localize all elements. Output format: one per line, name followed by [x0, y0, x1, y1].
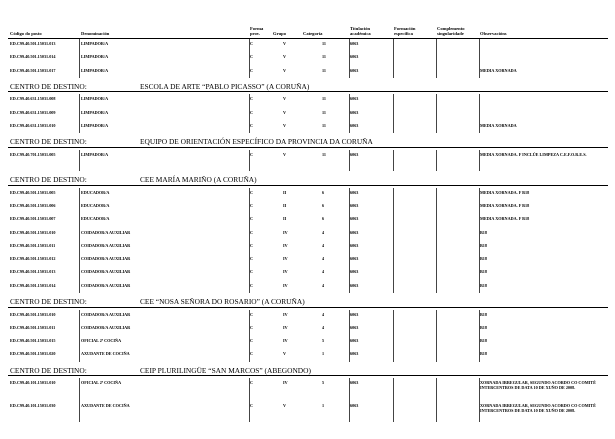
cell-denominacion: EDUCADOR/A	[81, 216, 110, 222]
column-rule	[436, 39, 437, 78]
cell-denominacion: COIDADOR/A AUXILIAR	[81, 282, 131, 288]
cell-observacions: B18	[480, 242, 487, 248]
table-row	[0, 41, 615, 49]
cell-titulacion: 6063	[350, 324, 359, 330]
table-row	[0, 68, 615, 76]
cell-titulacion: 6063	[350, 67, 359, 73]
cell-titulacion: 6063	[350, 151, 359, 157]
column-rule	[79, 188, 80, 293]
centre-rule	[8, 375, 608, 376]
cell-code: ED.C99.40.501.15031.010	[10, 311, 56, 317]
centre-name: ESCOLA DE ARTE “PABLO PICASSO” (A CORUÑA)	[140, 81, 310, 91]
cell-code: ED.C99.40.501.15031.005	[10, 189, 56, 195]
cell-code: ED.C99.40.501.15031.014	[10, 54, 56, 60]
cell-grupo: V	[283, 402, 287, 408]
cell-categoria: 11	[322, 109, 326, 115]
cell-forma: C	[250, 41, 254, 46]
cell-grupo: IV	[283, 324, 288, 330]
column-rule	[393, 39, 394, 78]
column-rule	[479, 150, 480, 171]
cell-categoria: 1	[322, 351, 325, 357]
column-rule	[349, 310, 350, 362]
cell-categoria: 11	[322, 54, 326, 60]
column-rule	[436, 94, 437, 133]
cell-grupo: II	[283, 216, 287, 222]
column-rule	[479, 39, 480, 78]
cell-titulacion: 6063	[350, 229, 359, 235]
cell-observacions: B18	[480, 351, 487, 357]
cell-titulacion: 6063	[350, 402, 359, 408]
cell-observacions: XORNADA IRREGULAR, SEGUNDO ACORDO CO COMITÉ INTERCENTROS DE DATA 10 DE XUÑO DE 2008.	[480, 380, 596, 391]
header-prov: prov.	[250, 31, 260, 36]
centre-heading	[0, 137, 615, 147]
centre-label: CENTRO DE DESTINO:	[10, 175, 87, 185]
centre-rule	[8, 91, 608, 92]
column-rule	[479, 378, 480, 422]
column-rule	[79, 310, 80, 362]
cell-forma: C	[250, 67, 254, 73]
column-rule	[79, 150, 80, 171]
cell-titulacion: 6063	[350, 123, 359, 128]
centre-heading	[0, 82, 615, 92]
cell-denominacion: LIMPADOR/A	[81, 67, 109, 73]
column-rule	[249, 39, 250, 78]
cell-forma: C	[250, 109, 254, 115]
header-especifica: específica	[394, 31, 413, 36]
cell-forma: C	[250, 151, 254, 157]
cell-forma: C	[250, 216, 254, 222]
table-row	[0, 351, 615, 359]
cell-denominacion: LIMPADOR/A	[81, 123, 109, 128]
cell-forma: C	[250, 324, 254, 330]
table-row	[0, 216, 615, 224]
cell-code: ED.C99.40.501.15031.007	[10, 216, 56, 222]
column-rule	[249, 150, 250, 171]
table-row	[0, 403, 615, 411]
cell-titulacion: 6063	[350, 96, 359, 102]
cell-grupo: IV	[283, 229, 288, 235]
column-rule	[393, 94, 394, 133]
cell-forma: C	[250, 402, 254, 408]
cell-code: ED.C99.40.631.15031.009	[10, 109, 56, 115]
cell-titulacion: 6063	[350, 256, 359, 262]
cell-titulacion: 6063	[350, 54, 359, 60]
cell-titulacion: 6063	[350, 41, 359, 46]
cell-forma: C	[250, 380, 254, 386]
table-row	[0, 96, 615, 104]
centre-heading	[0, 366, 615, 376]
centre-rule	[8, 307, 608, 308]
cell-code: ED.C99.40.501.15031.017	[10, 67, 56, 73]
cell-forma: C	[250, 338, 254, 344]
cell-code: ED.C99.40.501.15031.011	[10, 242, 56, 248]
column-rule	[479, 310, 480, 362]
column-rule	[479, 94, 480, 133]
cell-forma: C	[250, 311, 254, 317]
column-rule	[79, 94, 80, 133]
column-rule	[436, 150, 437, 171]
cell-categoria: 11	[322, 67, 326, 73]
column-rule	[349, 94, 350, 133]
column-rule	[249, 378, 250, 422]
cell-code: ED.C99.40.101.15031.030	[10, 402, 56, 408]
cell-denominacion: LIMPADOR/A	[81, 41, 109, 46]
cell-titulacion: 6063	[350, 189, 359, 195]
centre-label: CENTRO DE DESTINO:	[10, 297, 87, 306]
cell-observacions: B18	[480, 338, 487, 344]
cell-observacions: B18	[480, 269, 487, 275]
cell-forma: C	[250, 123, 254, 128]
cell-categoria: 4	[322, 269, 325, 275]
cell-denominacion: COIDADOR/A AUXILIAR	[81, 269, 131, 275]
cell-observacions: MEDIA XORNADA. F INCLÚE LIMPEZA C.E.F.O.R.E.S.	[480, 151, 587, 157]
cell-grupo: V	[283, 123, 287, 128]
table-row	[0, 54, 615, 62]
cell-denominacion: COIDADOR/A AUXILIAR	[81, 324, 131, 330]
cell-denominacion: COIDADOR/A AUXILIAR	[81, 229, 131, 235]
cell-code: ED.C99.40.501.15031.013	[10, 41, 56, 46]
cell-grupo: V	[283, 67, 287, 73]
cell-observacions: B18	[480, 282, 487, 288]
cell-categoria: 1	[322, 402, 325, 408]
table-row	[0, 243, 615, 251]
cell-categoria: 6	[322, 202, 325, 208]
cell-denominacion: COIDADOR/A AUXILIAR	[81, 242, 131, 248]
cell-titulacion: 6063	[350, 202, 359, 208]
column-rule	[249, 188, 250, 293]
column-rule	[393, 378, 394, 422]
cell-grupo: V	[283, 41, 287, 46]
centre-label: CENTRO DE DESTINO:	[10, 137, 87, 147]
table-row	[0, 283, 615, 291]
cell-grupo: IV	[283, 269, 288, 275]
cell-observacions: MEDIA XORNADA. F B18	[480, 202, 530, 208]
cell-denominacion: LIMPADOR/A	[81, 109, 109, 115]
table-row	[0, 230, 615, 238]
cell-grupo: IV	[283, 380, 288, 386]
cell-denominacion: LIMPADOR/A	[81, 151, 109, 157]
cell-forma: C	[250, 202, 254, 208]
centre-rule	[8, 147, 608, 148]
cell-denominacion: EDUCADOR/A	[81, 189, 110, 195]
cell-grupo: II	[283, 189, 287, 195]
cell-code: ED.C99.40.701.15031.005	[10, 151, 56, 157]
cell-categoria: 11	[322, 96, 326, 102]
cell-categoria: 5	[322, 338, 325, 344]
cell-code: ED.C99.40.101.15031.010	[10, 380, 56, 386]
cell-denominacion: COIDADOR/A AUXILIAR	[81, 311, 131, 317]
cell-code: ED.C99.40.501.15031.011	[10, 324, 56, 330]
column-rule	[249, 310, 250, 362]
cell-code: ED.C99.40.501.15031.020	[10, 351, 56, 357]
cell-forma: C	[250, 269, 254, 275]
column-rule	[349, 378, 350, 422]
cell-forma: C	[250, 229, 254, 235]
cell-observacions: XORNADA IRREGULAR, SEGUNDO ACORDO CO COMITÉ INTERCENTROS DE DATA 10 DE XUÑO DE 2008.	[480, 402, 596, 413]
cell-grupo: V	[283, 109, 287, 115]
header-titulacion: Titulación	[350, 26, 371, 31]
cell-denominacion: LIMPADOR/A	[81, 96, 109, 102]
cell-titulacion: 6063	[350, 216, 359, 222]
column-rule	[479, 188, 480, 293]
header-observacions: Observacións	[480, 31, 507, 36]
cell-forma: C	[250, 351, 254, 357]
cell-grupo: II	[283, 202, 287, 208]
centre-name: CEE “NOSA SEÑORA DO ROSARIO” (A CORUÑA)	[140, 297, 305, 306]
cell-denominacion: OFICIAL 2ª COCIÑA	[81, 338, 122, 344]
table-row	[0, 190, 615, 198]
cell-categoria: 6	[322, 216, 325, 222]
header-singularidade: singularidade	[437, 31, 464, 36]
table-row	[0, 380, 615, 391]
column-rule	[393, 188, 394, 293]
cell-grupo: IV	[283, 282, 288, 288]
cell-forma: C	[250, 282, 254, 288]
column-rule	[436, 188, 437, 293]
column-rule	[393, 150, 394, 171]
cell-titulacion: 6063	[350, 282, 359, 288]
cell-observacions: MEDIA XORNADA	[480, 67, 517, 73]
cell-categoria: 4	[322, 282, 325, 288]
centre-heading	[0, 175, 615, 185]
cell-denominacion: EDUCADOR/A	[81, 202, 110, 208]
cell-titulacion: 6063	[350, 242, 359, 248]
cell-observacions: B18	[480, 324, 487, 330]
centre-name: CEIP PLURILINGÜE “SAN MARCOS” (ABEGONDO)	[140, 365, 311, 375]
cell-categoria: 6	[322, 189, 325, 195]
column-rule	[436, 310, 437, 362]
column-rule	[349, 150, 350, 171]
centre-rule	[8, 185, 608, 186]
cell-forma: C	[250, 242, 254, 248]
table-row	[0, 312, 615, 320]
column-rule	[349, 39, 350, 78]
cell-grupo: IV	[283, 256, 288, 262]
cell-titulacion: 6063	[350, 269, 359, 275]
cell-code: ED.C99.40.501.15031.010	[10, 229, 56, 235]
centre-label: CENTRO DE DESTINO:	[10, 365, 87, 375]
cell-forma: C	[250, 189, 254, 195]
table-row	[0, 110, 615, 118]
column-rule	[393, 310, 394, 362]
cell-categoria: 4	[322, 229, 325, 235]
header-rule	[8, 38, 608, 39]
column-rule	[349, 188, 350, 293]
table-row	[0, 269, 615, 277]
cell-code: ED.C99.40.501.15031.013	[10, 269, 56, 275]
cell-grupo: V	[283, 151, 287, 157]
header-codigo: Código do posto	[10, 31, 42, 36]
cell-code: ED.C99.40.501.15031.014	[10, 282, 56, 288]
table-row	[0, 152, 615, 160]
cell-categoria: 5	[322, 380, 325, 386]
cell-titulacion: 6063	[350, 109, 359, 115]
cell-categoria: 11	[322, 151, 326, 157]
column-rule	[436, 378, 437, 422]
cell-denominacion: LIMPADOR/A	[81, 54, 109, 60]
cell-observacions: MEDIA XORNADA. F B18	[480, 189, 530, 195]
cell-categoria: 11	[322, 123, 326, 128]
cell-titulacion: 6063	[350, 338, 359, 344]
cell-grupo: IV	[283, 338, 288, 344]
cell-titulacion: 6063	[350, 380, 359, 386]
table-row	[0, 338, 615, 346]
header-grupo: Grupo	[273, 31, 287, 36]
cell-code: ED.C99.40.631.15031.008	[10, 96, 56, 102]
cell-denominacion: AXUDANTE DE COCIÑA	[81, 402, 130, 408]
table-row	[0, 256, 615, 264]
header-academica: académica	[350, 31, 371, 36]
cell-categoria: 4	[322, 324, 325, 330]
cell-denominacion: AXUDANTE DE COCIÑA	[81, 351, 130, 357]
cell-categoria: 11	[322, 41, 326, 46]
cell-categoria: 4	[322, 242, 325, 248]
cell-forma: C	[250, 256, 254, 262]
cell-forma: C	[250, 96, 254, 102]
cell-observacions: B18	[480, 229, 487, 235]
cell-observacions: MEDIA XORNADA. F B18	[480, 216, 530, 222]
cell-categoria: 4	[322, 311, 325, 317]
cell-titulacion: 6063	[350, 311, 359, 317]
cell-forma: C	[250, 54, 254, 60]
cell-observacions: B18	[480, 256, 487, 262]
centre-heading	[0, 297, 615, 307]
cell-code: ED.C99.40.501.15031.006	[10, 202, 56, 208]
cell-denominacion: COIDADOR/A AUXILIAR	[81, 256, 131, 262]
cell-categoria: 4	[322, 256, 325, 262]
header-categoria: Categoría	[303, 31, 323, 36]
header-forma: Forma	[250, 26, 264, 31]
cell-code: ED.C99.40.501.15031.015	[10, 338, 56, 344]
header-denominacion: Denominación	[81, 31, 110, 36]
cell-observacions: MEDIA XORNADA	[480, 123, 517, 128]
cell-grupo: V	[283, 54, 287, 60]
header-complemento: Complemento	[437, 26, 465, 31]
cell-grupo: V	[283, 351, 287, 357]
table-row	[0, 203, 615, 211]
cell-grupo: IV	[283, 311, 288, 317]
table-row	[0, 325, 615, 333]
cell-grupo: V	[283, 96, 287, 102]
cell-grupo: IV	[283, 242, 288, 248]
column-rule	[79, 378, 80, 422]
column-rule	[249, 94, 250, 133]
column-rule	[79, 39, 80, 78]
centre-name: CEE MARÍA MARIÑO (A CORUÑA)	[140, 175, 257, 185]
cell-observacions: B18	[480, 311, 487, 317]
centre-name: EQUIPO DE ORIENTACIÓN ESPECÍFICO DA PROVINCIA DA CORUÑA	[140, 137, 373, 147]
cell-titulacion: 6063	[350, 351, 359, 357]
cell-code: ED.C99.40.501.15031.012	[10, 256, 56, 262]
table-row	[0, 123, 615, 131]
header-formacion: Formación	[394, 26, 416, 31]
cell-denominacion: OFICIAL 2ª COCIÑA	[81, 380, 122, 386]
centre-label: CENTRO DE DESTINO:	[10, 81, 87, 91]
cell-code: ED.C99.40.631.15031.010	[10, 123, 56, 128]
